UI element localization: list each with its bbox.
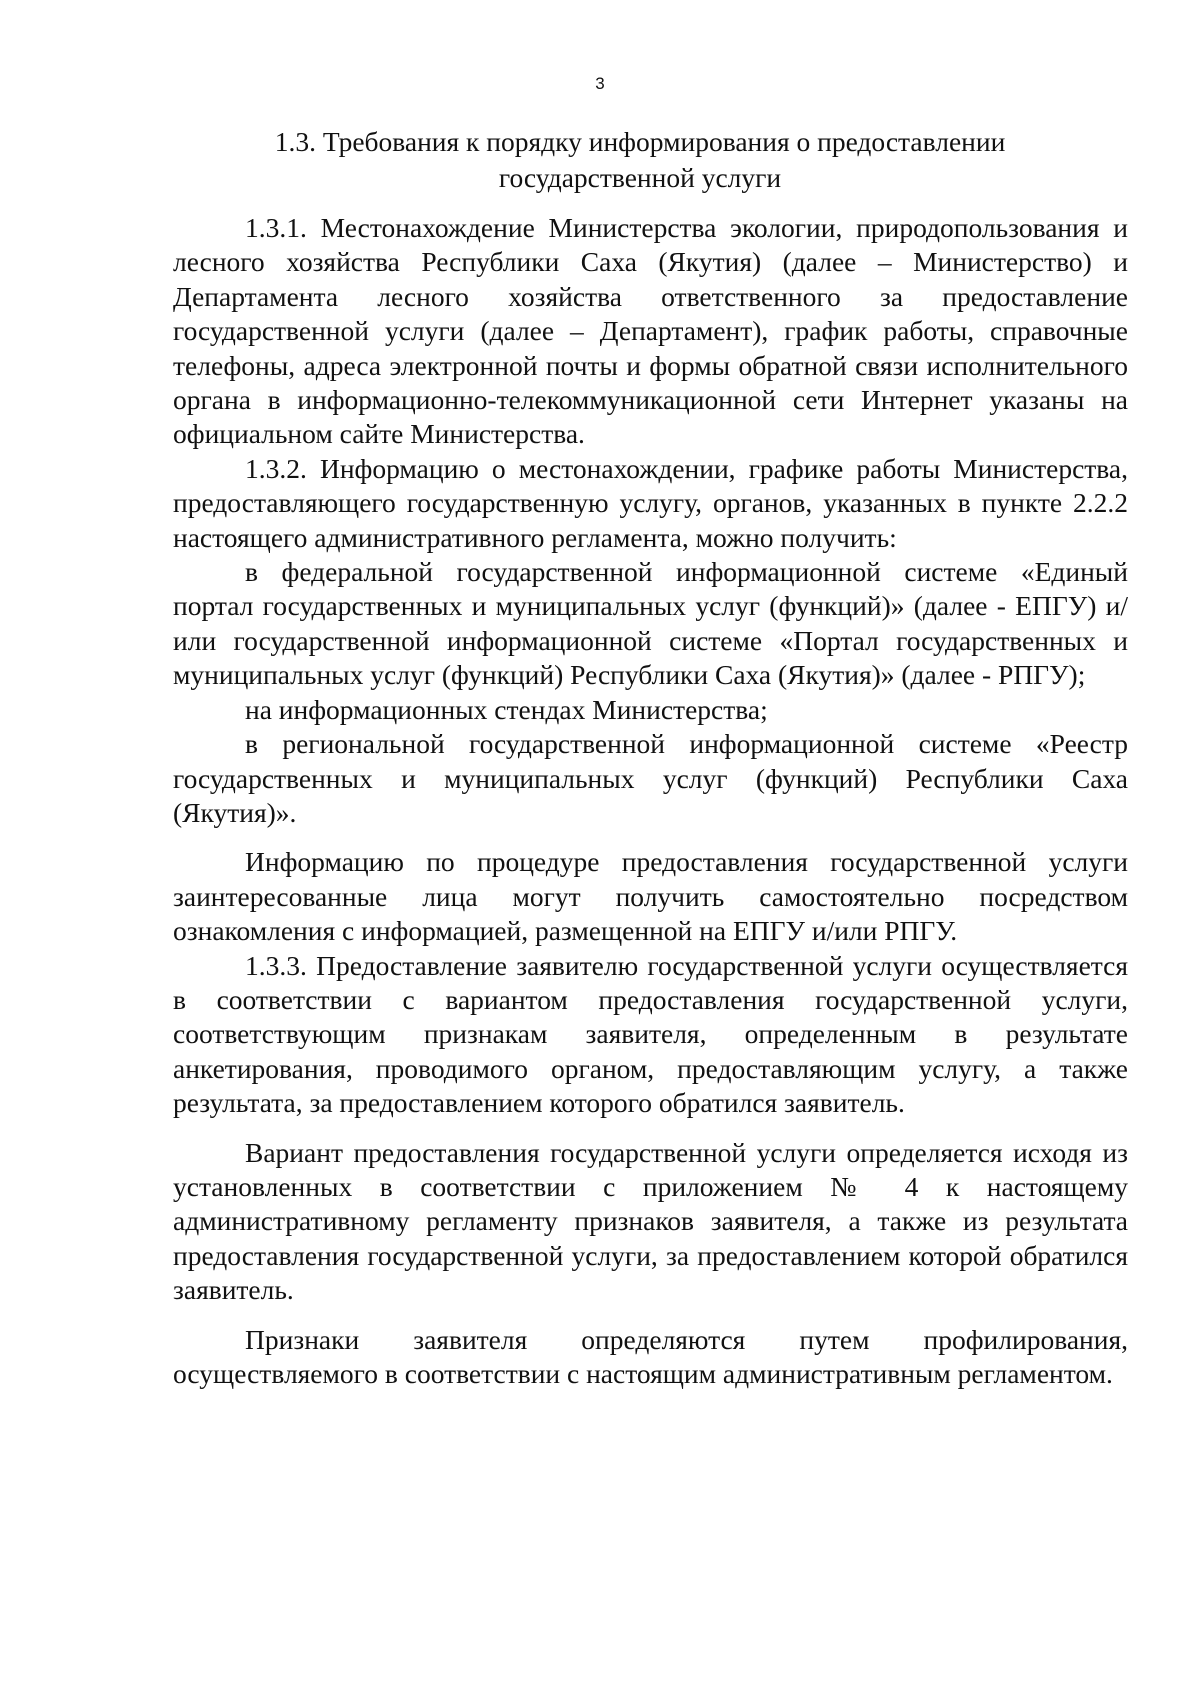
paragraph-variant: Вариант предоставления государственной услуги определяется исходя из установленных в соответствии с приложением № 4 к настоящему административному регламенту признаков заявителя, а также из результата предоставления государственной услуги, за предоставлением которой обратился заявитель. — [173, 1136, 1128, 1306]
paragraph-epgu-rpgu: в федеральной государственной информационной системе «Единый портал государственных и муниципальных услуг (функций)» (далее - ЕПГУ) и/или государственной информационной системе «Портал государственных и муниципальных услуг (функций) Республики Саха (Якутия)» (далее - РПГУ); — [173, 556, 1128, 691]
paragraph-procedure-info: Информацию по процедуре предоставления государственной услуги заинтересованные лица могут получить самостоятельно посредством ознакомления с информацией, размещенной на ЕПГУ и/или РПГУ. — [173, 846, 1128, 947]
paragraph-info-stands: на информационных стендах Министерства; — [245, 693, 768, 725]
document-body — [173, 211, 1128, 1391]
section-title-line-2: государственной услуги — [498, 162, 782, 193]
paragraph-1-3-1: 1.3.1. Местонахождение Министерства экологии, природопользования и лесного хозяйства Республики Саха (Якутия) (далее – Министерство) и Департамента лесного хозяйства ответственного за предоставление государственной услуги (далее – Департамент), график работы, справочные телефоны, адреса электронной почты и формы обратной связи исполнительного органа в информационно-телекоммуникационной сети Интернет указаны на официальном сайте Министерства. — [173, 212, 1128, 450]
paragraph-1-3-2: 1.3.2. Информацию о местонахождении, графике работы Министерства, предоставляющего государственную услугу, органов, указанных в пункте 2.2.2 настоящего административного регламента, можно получить: — [173, 452, 1128, 553]
paragraph-registry: в региональной государственной информационной системе «Реестр государственных и муниципальных услуг (функций) Республики Саха (Якутия)». — [173, 728, 1128, 828]
page-number: 3 — [595, 74, 605, 93]
paragraph-applicant-attributes: Признаки заявителя определяются путем профилирования, осуществляемого в соответствии с настоящим административным регламентом. — [173, 1323, 1128, 1389]
paragraph-1-3-3: 1.3.3. Предоставление заявителю государственной услуги осуществляется в соответствии с вариантом предоставления государственной услуги, соответствующим признакам заявителя, определенным в результате анкетирования, проводимого органом, предоставляющим услугу, а также результата, за предоставлением которого обратился заявитель. — [173, 949, 1128, 1119]
section-title-line-1: 1.3. Требования к порядку информирования о предоставлении — [274, 126, 1006, 157]
section-title — [200, 124, 1080, 196]
